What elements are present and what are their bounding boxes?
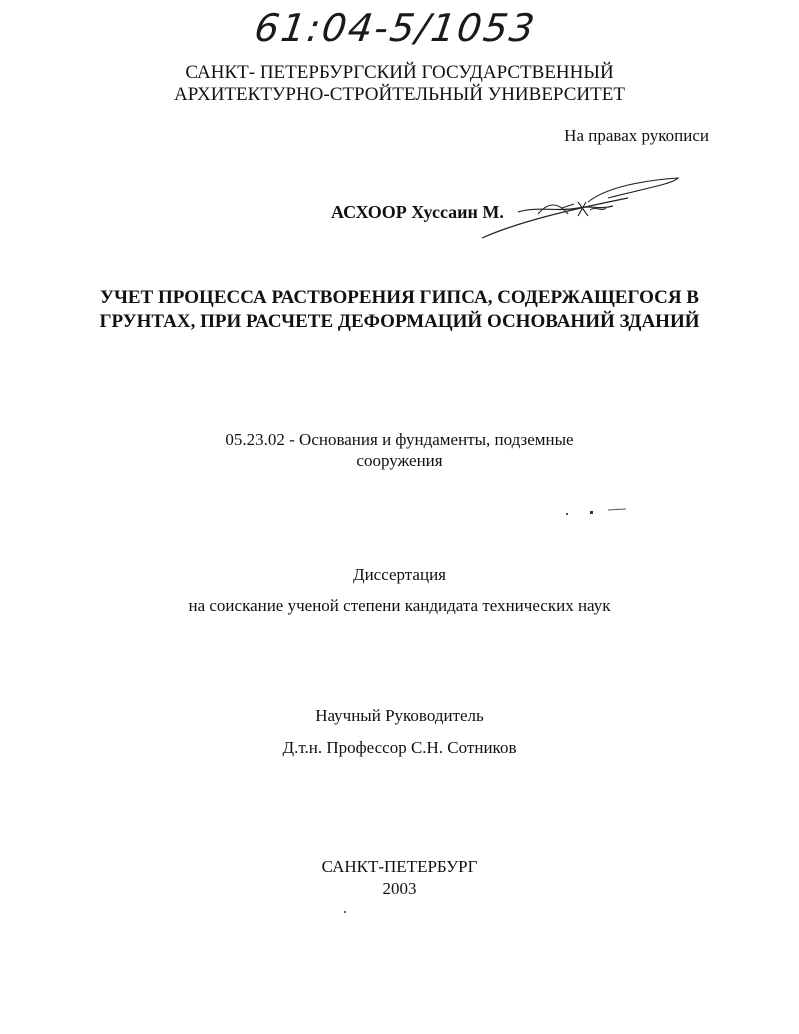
supervisor-label: Научный Руководитель — [315, 706, 484, 725]
scan-dot — [344, 911, 346, 913]
university-name-line2: АРХИТЕКТУРНО-СТРОЙТЕЛЬНЫЙ УНИВЕРСИТЕТ — [174, 84, 625, 105]
year: 2003 — [382, 879, 417, 898]
work-type: Диссертация — [352, 565, 446, 584]
supervisor-name: Д.т.н. Профессор С.Н. Сотников — [282, 738, 517, 757]
university-name-line1: САНКТ- ПЕТЕРБУРГСКИЙ ГОСУДАРСТВЕННЫЙ — [185, 62, 614, 83]
thesis-title-line2: ГРУНТАХ, ПРИ РАСЧЕТЕ ДЕФОРМАЦИЙ ОСНОВАНИЙ ЗДАНИЙ — [99, 311, 700, 332]
archive-code-handwritten: 61:04-5/1053 — [251, 6, 540, 50]
author-signature — [478, 172, 688, 244]
author-name: АСХООР Хуссаин М. — [331, 202, 504, 222]
rights-notice: На правах рукописи — [564, 126, 709, 145]
city: САНКТ-ПЕТЕРБУРГ — [321, 857, 478, 876]
specialty-line2: сооружения — [356, 451, 443, 470]
degree-statement: на соискание ученой степени кандидата технических наук — [188, 596, 611, 615]
scan-specks — [560, 505, 640, 519]
thesis-title-line1: УЧЕТ ПРОЦЕССА РАСТВОРЕНИЯ ГИПСА, СОДЕРЖАЩЕГОСЯ В — [100, 287, 699, 308]
specialty-line1: 05.23.02 - Основания и фундаменты, подземные — [225, 430, 574, 449]
